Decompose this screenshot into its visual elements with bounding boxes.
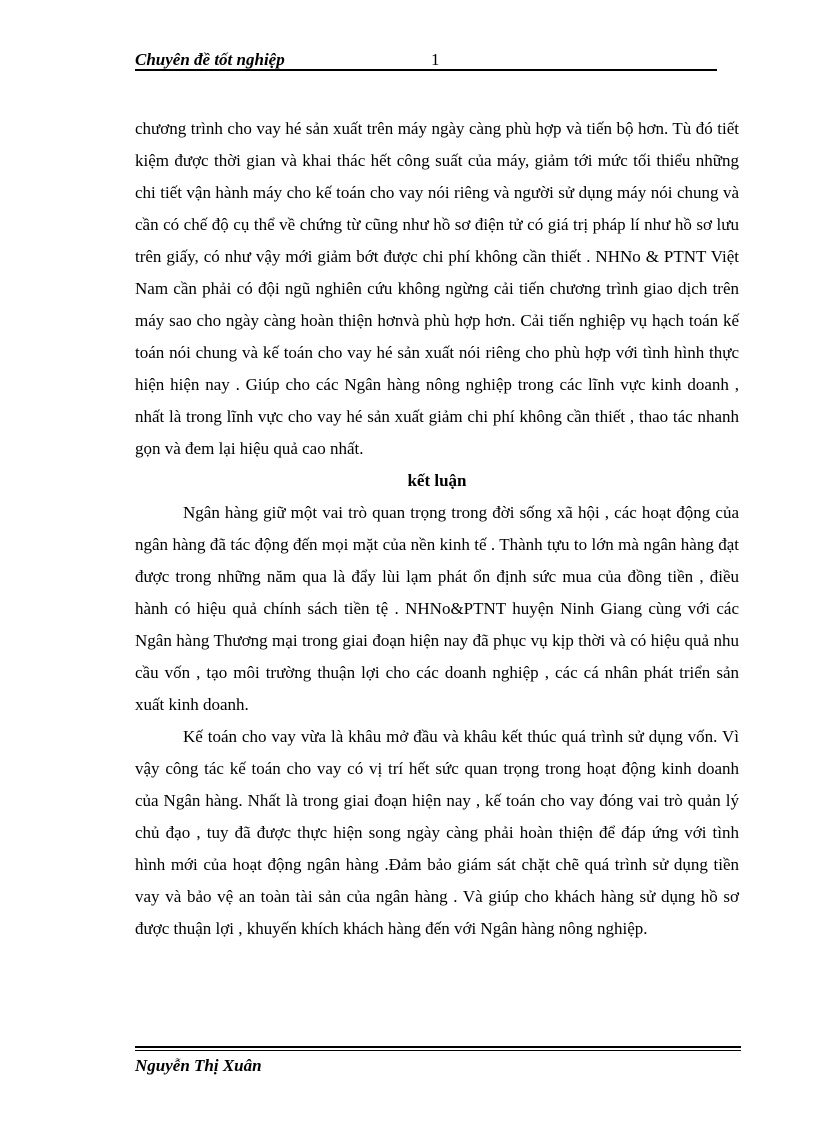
page-header <box>135 48 717 72</box>
header-divider <box>135 69 717 71</box>
page-footer <box>135 1046 741 1080</box>
footer-author: Nguyễn Thị Xuân <box>135 1056 262 1075</box>
header-title: Chuyên đề tốt nghiệp <box>135 50 285 69</box>
footer-divider-thin <box>135 1050 741 1051</box>
body-paragraph-1: chương trình cho vay hé sản xuất trên máy ngày càng phù hợp và tiến bộ hơn. Tù đó tiết kiệm được thời gian và khai thác hết công suất của máy, giảm tới mức tối thiểu những chi tiết vận hành máy cho kế toán cho vay nói riêng và người sử dụng máy nói chung và cần có chế độ cụ thể về chứng từ cũng như hồ sơ điện tử có giá trị pháp lí như hồ sơ lưu trên giấy, có như vậy mới giảm bớt được chi phí không cần thiết . NHNo & PTNT Việt Nam cần phải có đội ngũ nghiên cứu không ngừng cải tiến chương trình giao dịch trên máy sao cho ngày càng hoàn thiện hơnvà phù hợp hơn. Cải tiến nghiệp vụ hạch toán kế toán nói chung và kế toán cho vay hé sản xuất nói riêng cho phù hợp với tình hình thực hiện hiện nay . Giúp cho các Ngân hàng nông nghiệp trong các lĩnh vực kinh doanh , nhất là trong lĩnh vực cho vay hé sản xuất giảm chi phí không cần thiết , thao tác nhanh gọn và đem lại hiệu quả cao nhất. <box>135 119 739 458</box>
document-body <box>135 113 739 945</box>
body-paragraph-3: Kế toán cho vay vừa là khâu mở đầu và khâu kết thúc quá trình sử dụng vốn. Vì vậy công tác kế toán cho vay có vị trí hết sức quan trọng trong hoạt động kinh doanh của Ngân hàng. Nhất là trong giai đoạn hiện nay , kế toán cho vay đóng vai trò quản lý chủ đạo , tuy đã được thực hiện song ngày càng phải hoàn thiện để đáp ứng với tình hình mới của hoạt động ngân hàng .Đảm bảo giám sát chặt chẽ quá trình sử dụng tiền vay và bảo vệ an toàn tài sản của ngân hàng . Và giúp cho khách hàng sử dụng hồ sơ được thuận lợi , khuyến khích khách hàng đến với Ngân hàng nông nghiệp. <box>135 727 739 938</box>
footer-divider-thick <box>135 1046 741 1048</box>
page-number: 1 <box>431 50 440 69</box>
body-paragraph-2: Ngân hàng giữ một vai trò quan trọng trong đời sống xã hội , các hoạt động của ngân hàng đã tác động đến mọi mặt của nền kinh tế . Thành tựu to lớn mà ngân hàng đạt được trong những năm qua là đẩy lùi lạm phát ổn định sức mua của đồng tiền , điều hành có hiệu quả chính sách tiền tệ . NHNo&PTNT huyện Ninh Giang cùng với các Ngân hàng Thương mại trong giai đoạn hiện nay đã phục vụ kịp thời và có hiệu quả nhu cầu vốn , tạo môi trường thuận lợi cho các doanh nghiệp , các cá nhân phát triển sản xuất kinh doanh. <box>135 503 739 714</box>
section-heading-conclusion: kết luận <box>407 471 467 490</box>
